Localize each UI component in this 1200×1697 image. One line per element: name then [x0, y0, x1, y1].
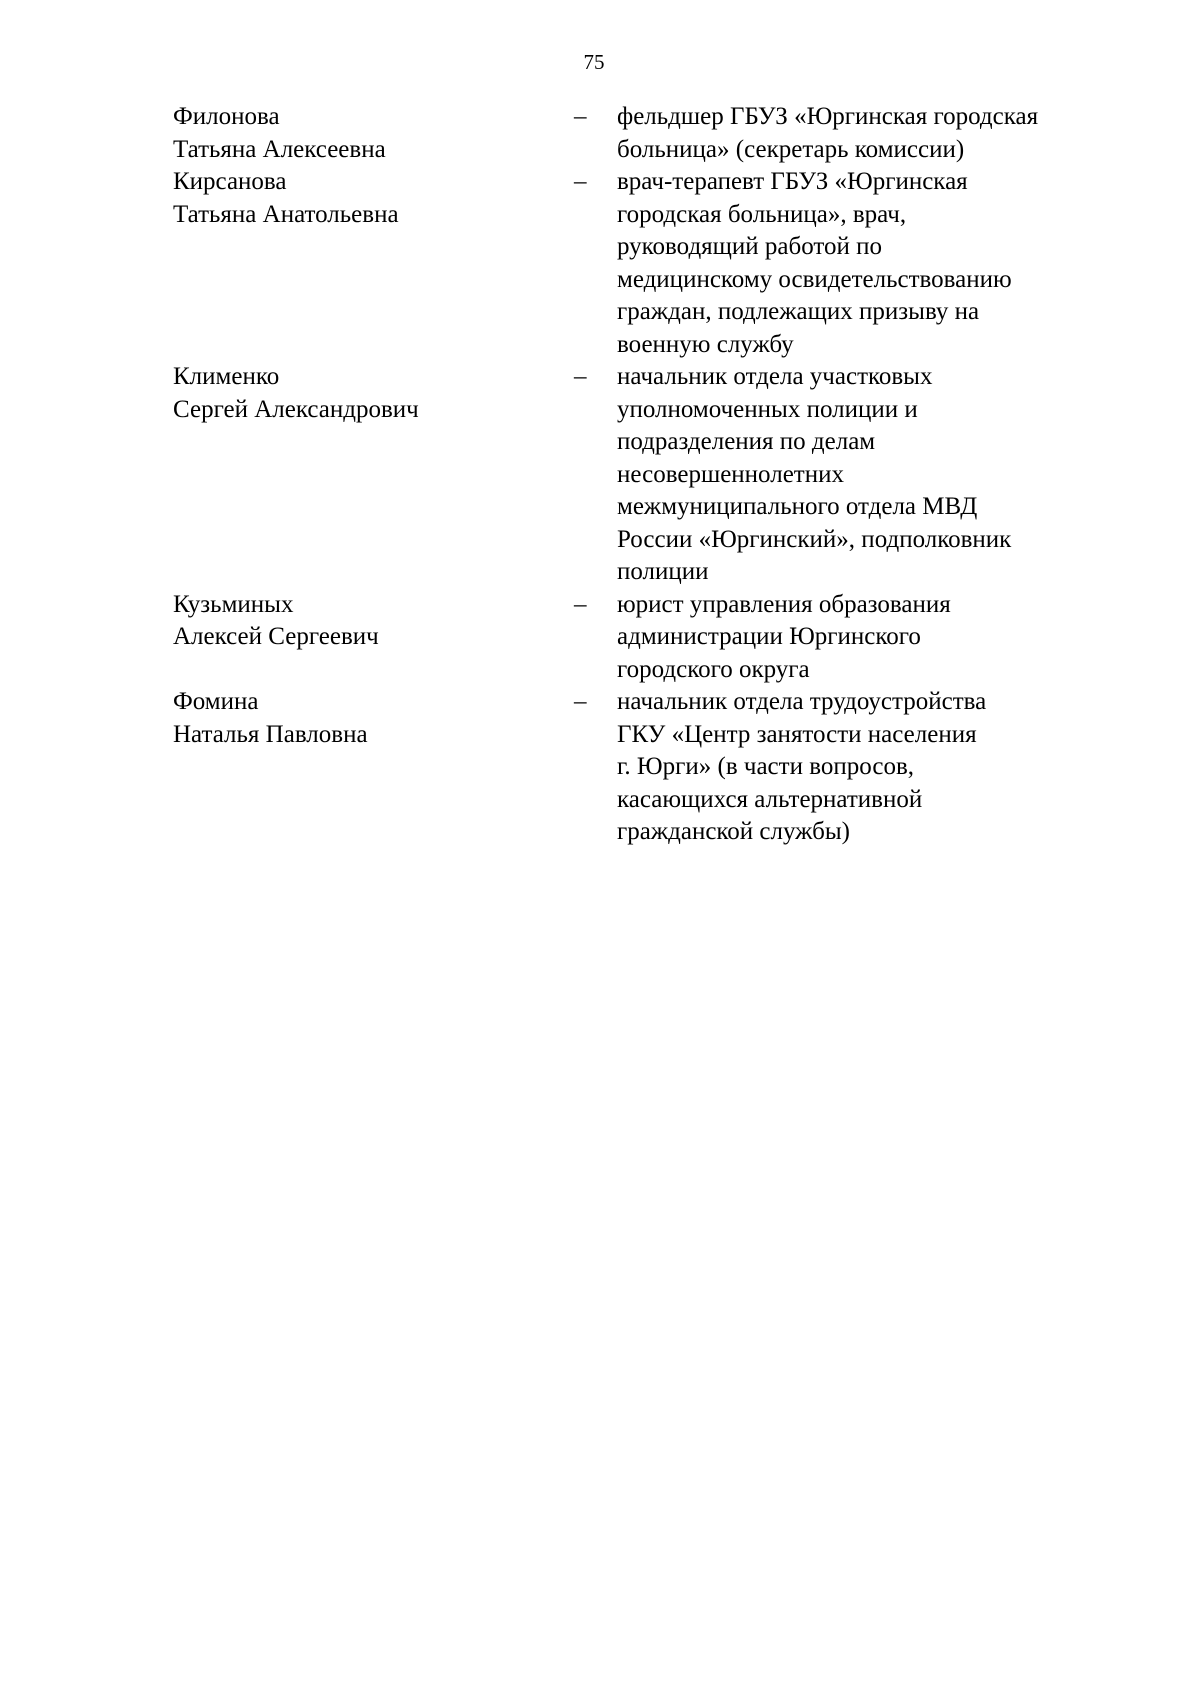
member-row: [173, 589, 1133, 687]
member-row: [173, 166, 1133, 361]
position-line: начальник отдела трудоустройства: [617, 688, 987, 715]
position-line: городская больница», врач,: [617, 200, 907, 228]
member-name: [173, 166, 574, 231]
commission-members-list: [173, 101, 1133, 849]
page-number: 75: [583, 50, 605, 74]
position-line: руководящий работой по: [617, 233, 883, 260]
dash-separator: –: [574, 688, 587, 715]
position-line: врач-терапевт ГБУЗ «Юргинская: [617, 168, 968, 195]
position-line: г. Юрги» (в части вопросов,: [617, 753, 914, 780]
member-name: [173, 101, 574, 166]
position-line: граждан, подлежащих призыву на: [617, 298, 980, 325]
member-position: [617, 166, 1107, 361]
position-line: России «Юргинский», подполковник: [617, 525, 1012, 553]
position-line: ГКУ «Центр занятости населения: [617, 720, 977, 748]
position-line: юрист управления образования: [617, 590, 951, 618]
dash-separator: –: [574, 590, 587, 618]
position-line: несовершеннолетних: [617, 460, 844, 488]
position-line: уполномоченных полиции и: [617, 395, 918, 423]
position-line: администрации Юргинского: [617, 623, 921, 650]
dash-separator: –: [574, 103, 587, 130]
member-name: [173, 589, 574, 654]
member-position: [617, 101, 1107, 166]
member-surname: Кузьминых: [173, 590, 294, 618]
member-name: [173, 686, 574, 751]
member-position: [617, 686, 1107, 849]
member-row: [173, 101, 1133, 166]
position-line: больница» (секретарь комиссии): [617, 135, 965, 163]
position-line: военную службу: [617, 330, 794, 358]
dash-separator: –: [574, 168, 587, 195]
position-line: гражданской службы): [617, 818, 850, 845]
position-line: начальник отдела участковых: [617, 363, 933, 390]
member-name: [173, 361, 574, 426]
member-position: [617, 361, 1107, 589]
member-surname: Филонова: [173, 103, 280, 130]
member-surname: Фомина: [173, 688, 259, 715]
member-row: [173, 686, 1133, 849]
member-given-names: Наталья Павловна: [173, 720, 368, 748]
position-line: медицинскому освидетельствованию: [617, 265, 1012, 293]
member-given-names: Татьяна Анатольевна: [173, 200, 399, 228]
position-line: межмуниципального отдела МВД: [617, 493, 978, 520]
member-given-names: Сергей Александрович: [173, 395, 419, 423]
member-surname: Клименко: [173, 363, 280, 390]
position-line: подразделения по делам: [617, 428, 876, 455]
member-row: [173, 361, 1133, 589]
member-position: [617, 589, 1107, 687]
member-given-names: Татьяна Алексеевна: [173, 135, 386, 163]
position-line: городского округа: [617, 655, 810, 683]
member-given-names: Алексей Сергеевич: [173, 623, 379, 650]
position-line: фельдшер ГБУЗ «Юргинская городская: [617, 103, 1039, 130]
member-surname: Кирсанова: [173, 168, 287, 195]
position-line: полиции: [617, 558, 709, 585]
dash-separator: –: [574, 363, 587, 390]
position-line: касающихся альтернативной: [617, 785, 923, 813]
